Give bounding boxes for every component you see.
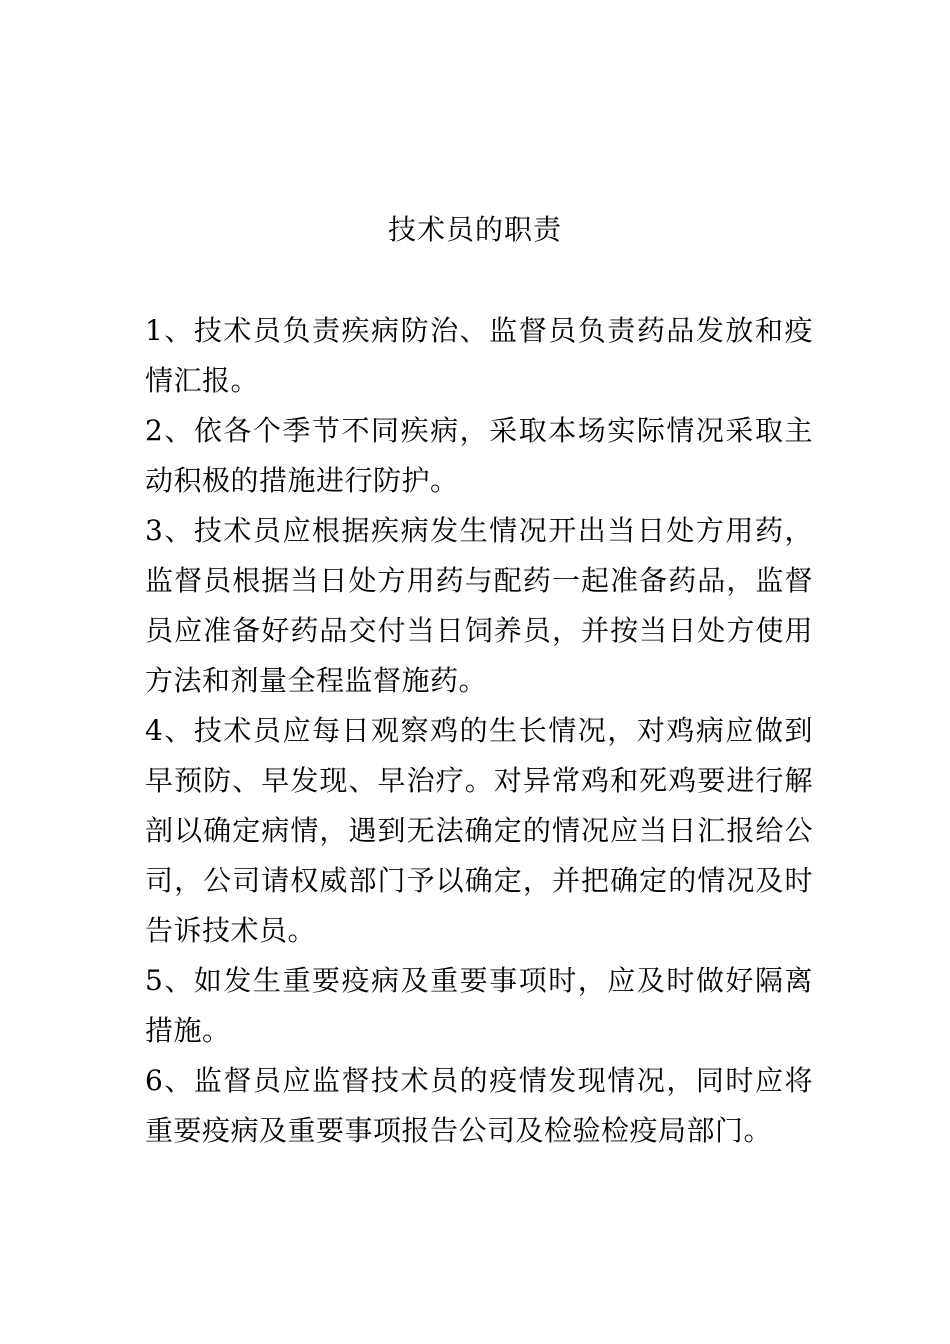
paragraph-4: 4、技术员应每日观察鸡的生长情况，对鸡病应做到早预防、早发现、早治疗。对异常鸡和死鸡要进行解剖以确定病情，遇到无法确定的情况应当日汇报给公司，公司请权威部门予以确定，并把确定的情况及时告诉技术员。: [145, 714, 813, 947]
paragraph-3: 3、技术员应根据疾病发生情况开出当日处方用药，监督员根据当日处方用药与配药一起准备药品，监督员应准备好药品交付当日饲养员，并按当日处方使用方法和剂量全程监督施药。: [145, 514, 813, 697]
document-body: [145, 306, 813, 1156]
document-title: 技术员的职责: [387, 213, 562, 246]
paragraph-5: 5、如发生重要疫病及重要事项时，应及时做好隔离措施。: [145, 964, 813, 1047]
paragraph-2: 2、依各个季节不同疾病，采取本场实际情况采取主动积极的措施进行防护。: [145, 414, 813, 497]
paragraph-6: 6、监督员应监督技术员的疫情发现情况，同时应将重要疫病及重要事项报告公司及检验检疫局部门。: [145, 1064, 813, 1147]
paragraph-1: 1、技术员负责疾病防治、监督员负责药品发放和疫情汇报。: [145, 314, 813, 397]
